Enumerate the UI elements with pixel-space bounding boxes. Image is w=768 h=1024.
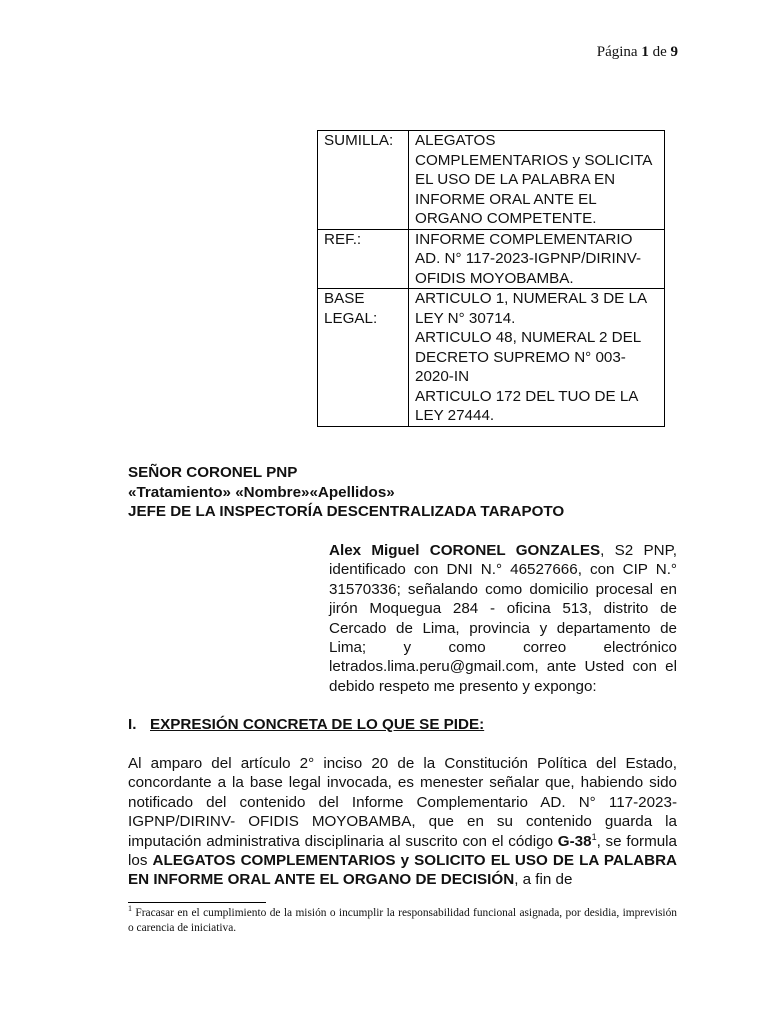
- sumilla-table-body: [318, 131, 665, 427]
- infraction-code: G-38: [557, 832, 592, 850]
- sumilla-value-line: ORGANO COMPETENTE.: [415, 210, 597, 227]
- sumilla-value-line: COMPLEMENTARIOS y SOLICITA: [415, 151, 653, 169]
- footnote: [128, 906, 677, 936]
- page-number: [597, 44, 678, 61]
- section-number: I.: [128, 716, 137, 733]
- footnote-marker: 1: [128, 904, 132, 914]
- intro-paragraph: [329, 541, 677, 696]
- sumilla-label-cell: [318, 229, 409, 289]
- sumilla-row: [318, 289, 665, 427]
- sumilla-label: LEGAL:: [324, 309, 378, 327]
- body-paragraph: [128, 754, 677, 890]
- sumilla-value-line: DECRETO SUPREMO N° 003-: [415, 348, 626, 366]
- sumilla-label: REF.:: [324, 230, 362, 248]
- addressee-office: JEFE DE LA INSPECTORÍA DESCENTRALIZADA TARAPOTO: [128, 503, 565, 520]
- section-heading: [128, 715, 688, 735]
- sumilla-value-line: ARTICULO 48, NUMERAL 2 DEL: [415, 329, 642, 346]
- sumilla-table: [317, 130, 665, 427]
- body-text-part2: , se formula los: [128, 832, 678, 870]
- sumilla-value-line: OFIDIS MOYOBAMBA.: [415, 269, 574, 287]
- sumilla-label-cell: [318, 131, 409, 230]
- page-number-prefix: Página: [596, 44, 638, 60]
- body-bold-request: ALEGATOS COMPLEMENTARIOS y SOLICITO EL USO DE LA PALABRA EN INFORME ORAL ANTE EL ORGANO DE DECISIÓN: [128, 852, 678, 889]
- sumilla-value-cell: [409, 229, 665, 289]
- body-text-part3: , a fin de: [514, 871, 573, 889]
- addressee-placeholder-name: «Tratamiento» «Nombre»«Apellidos»: [128, 483, 395, 501]
- section-title: EXPRESIÓN CONCRETA DE LO QUE SE PIDE:: [150, 716, 485, 733]
- page-number-total: 9: [670, 44, 678, 60]
- sumilla-value-line: ARTICULO 1, NUMERAL 3 DE LA: [415, 290, 648, 307]
- sumilla-label: BASE: [324, 290, 365, 307]
- footnote-reference[interactable]: 1: [591, 831, 597, 842]
- footnote-text: Fracasar en el cumplimiento de la misión o incumplir la responsabilidad funcional asignada, por desidia, imprevisión o carencia de iniciativa.: [128, 907, 677, 934]
- sumilla-value-line: 2020-IN: [415, 368, 470, 385]
- sumilla-label-cell: [318, 289, 409, 427]
- sumilla-value-line: LEY N° 30714.: [415, 309, 516, 327]
- body-text-part1: Al amparo del artículo 2° inciso 20 de la Constitución Política del Estado, concordante a la base legal invocada, es menester señalar que, habiendo sido notificado del contenido del Informe Complementario AD. N° 117-2023-IGPNP/DIRINV- OFIDIS MOYOBAMBA, que en su contenido guarda la imputación administrativa disciplinaria al suscrito con el código: [128, 755, 677, 850]
- sumilla-row: [318, 229, 665, 289]
- sumilla-label: SUMILLA:: [324, 132, 394, 149]
- footnote-divider: [128, 902, 266, 903]
- sumilla-value-line: ARTICULO 172 DEL TUO DE LA: [415, 387, 639, 405]
- page-number-separator: de: [652, 44, 667, 60]
- addressee-block: [128, 463, 688, 522]
- sumilla-value-line: LEY 27444.: [415, 407, 495, 424]
- sumilla-value-cell: [409, 131, 665, 230]
- sumilla-value-cell: [409, 289, 665, 427]
- sumilla-value-line: ALEGATOS: [415, 132, 496, 149]
- addressee-rank: SEÑOR CORONEL PNP: [128, 464, 298, 481]
- intro-text: , S2 PNP, identificado con DNI N.° 46527666, con CIP N.° 31570336; señalando como domicilio procesal en jirón Moquegua 284 - oficina 513, distrito de Cercado de Lima, provincia y departamento de Lima; y como correo electrónico letrados.lima.peru@gmail.com, ante Usted con el debido respeto me presento y expongo:: [329, 542, 677, 695]
- sumilla-value-line: INFORME COMPLEMENTARIO: [415, 230, 633, 248]
- sumilla-value-line: EL USO DE LA PALABRA EN: [415, 171, 616, 188]
- page-number-current: 1: [641, 44, 649, 60]
- petitioner-name: Alex Miguel CORONEL GONZALES: [329, 542, 601, 559]
- sumilla-value-line: AD. N° 117-2023-IGPNP/DIRINV-: [415, 250, 642, 267]
- sumilla-row: [318, 131, 665, 230]
- sumilla-value-line: INFORME ORAL ANTE EL: [415, 190, 597, 208]
